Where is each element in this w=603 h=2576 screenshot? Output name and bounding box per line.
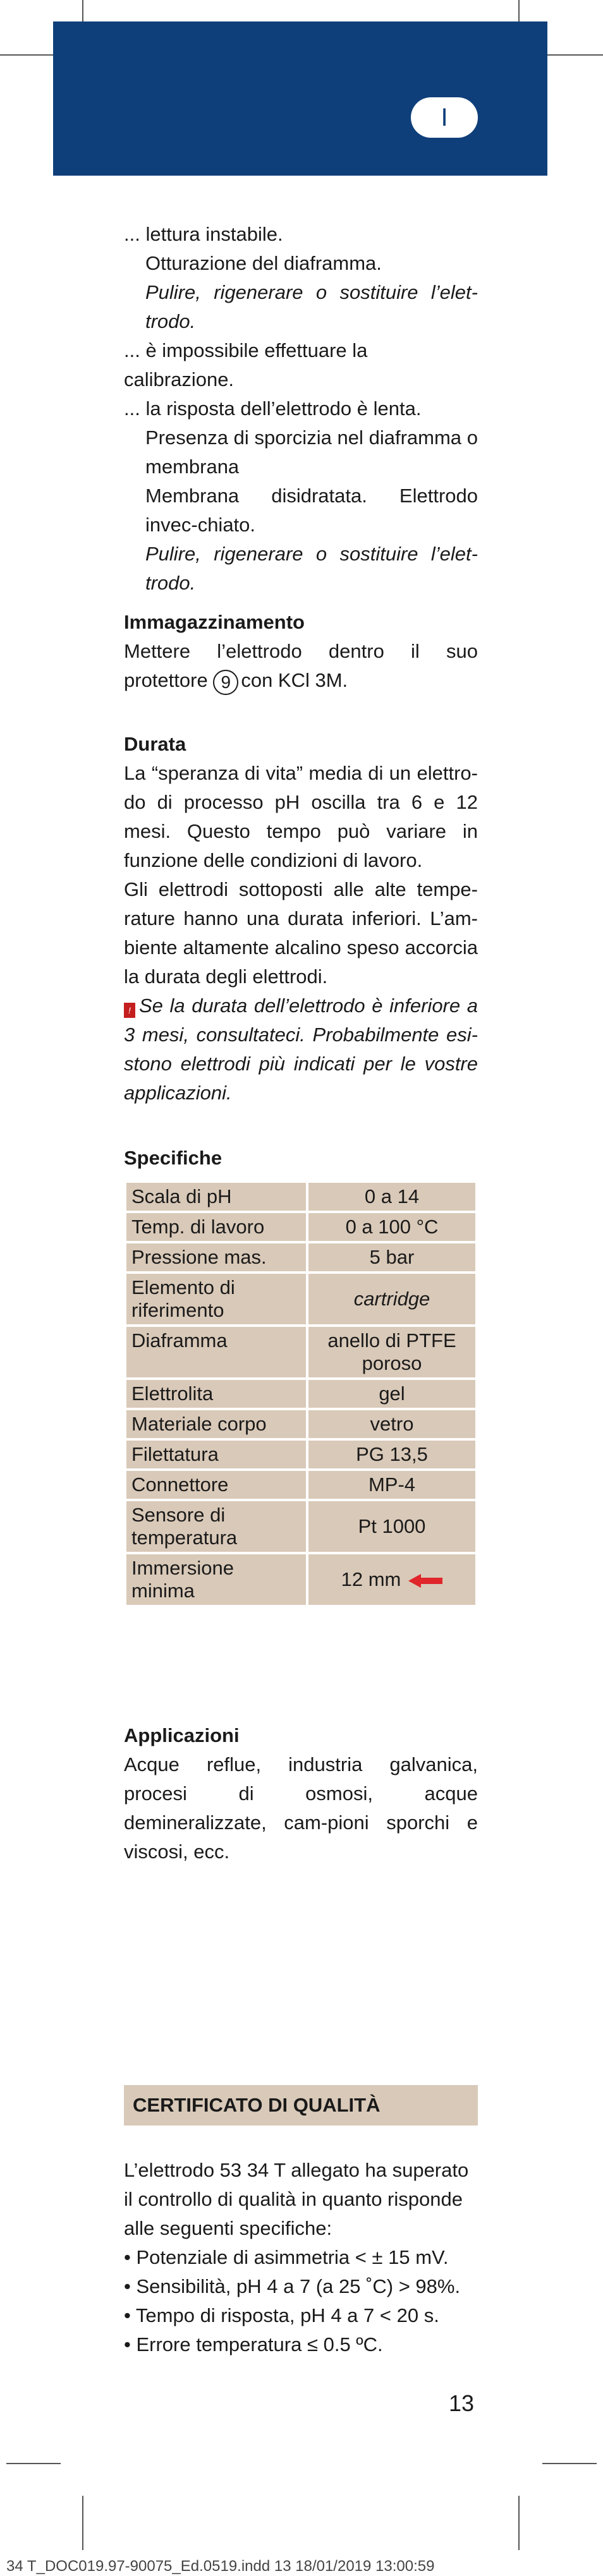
crop-mark bbox=[542, 2463, 597, 2464]
symptom-slow-response: ... la risposta dell’elettrodo è lenta. bbox=[124, 397, 422, 420]
print-footer: 34 T_DOC019.97-90075_Ed.0519.indd 13 18/01/2019 13:00:59 bbox=[6, 2558, 435, 2575]
header-band bbox=[53, 21, 547, 176]
crop-mark bbox=[0, 54, 53, 56]
table-row: Pressione mas. 5 bar bbox=[125, 1242, 477, 1273]
table-row: Elemento di riferimento cartridge bbox=[125, 1273, 477, 1326]
section-title-specs: Specifiche bbox=[124, 1147, 222, 1169]
certificate-intro: L’elettrodo 53 34 T allegato ha superato il controllo di qualità in quanto risponde alle seguenti specifiche: bbox=[124, 2159, 469, 2239]
crop-mark bbox=[547, 54, 603, 56]
symptom-no-calibration: ... è impossibile effettuare la calibrazione. bbox=[124, 339, 368, 390]
table-row: Sensore di temperatura Pt 1000 bbox=[125, 1500, 477, 1553]
cause-text: Membrana disidratata. Elettrodo invec-chiato. bbox=[145, 485, 478, 536]
certificate-title-bar: CERTIFICATO DI QUALITÀ bbox=[124, 2085, 478, 2126]
certificate-section bbox=[124, 2156, 478, 2359]
list-item: • Sensibilità, pH 4 a 7 (a 25 ˚C) > 98%. bbox=[124, 2275, 461, 2297]
section-title-lifetime: Durata bbox=[124, 733, 186, 755]
specs-heading bbox=[124, 1144, 478, 1173]
table-row: Diaframma anello di PTFE poroso bbox=[125, 1326, 477, 1379]
section-title-applications: Applicazioni bbox=[124, 1724, 240, 1746]
cause-text: Otturazione del diaframma. bbox=[145, 252, 382, 274]
table-row: Temp. di lavoro 0 a 100 °C bbox=[125, 1212, 477, 1242]
page-number: 13 bbox=[449, 2390, 475, 2416]
lifetime-section bbox=[124, 730, 478, 1108]
table-row: Filettatura PG 13,5 bbox=[125, 1439, 477, 1470]
table-row: Connettore MP-4 bbox=[125, 1470, 477, 1500]
lifetime-note: ! Se la durata dell’elettrodo è inferiore a 3 mesi, consultateci. Probabilmente esi-stono elettrodi più indicati per le vostre applicazioni. bbox=[124, 995, 478, 1104]
language-badge: I bbox=[411, 97, 478, 138]
troubleshooting-section bbox=[124, 220, 478, 598]
table-row: Scala di pH 0 a 14 bbox=[125, 1182, 477, 1212]
crop-mark bbox=[518, 2496, 520, 2550]
cause-text: Presenza di sporcizia nel diaframma o membrana bbox=[145, 426, 478, 478]
list-item: • Tempo di risposta, pH 4 a 7 < 20 s. bbox=[124, 2304, 439, 2326]
table-row: Immersione minima 12 mm bbox=[125, 1553, 477, 1606]
storage-section bbox=[124, 608, 478, 695]
red-arrow-icon bbox=[408, 1574, 442, 1588]
specs-table bbox=[124, 1180, 478, 1607]
lifetime-para2: Gli elettrodi sottoposti alle alte tempe-rature hanno una durata inferiori. L’am-biente altamente alcalino speso accorcia la durata degli elettrodi. bbox=[124, 878, 478, 988]
note-icon: ! bbox=[124, 1003, 135, 1018]
crop-mark bbox=[82, 2496, 83, 2550]
crop-mark bbox=[6, 2463, 61, 2464]
remedy-text: Pulire, rigenerare o sostituire l’elet-trodo. bbox=[145, 543, 478, 594]
lifetime-para1: La “speranza di vita” media di un elettro-do di processo pH oscilla tra 6 e 12 mesi. Questo tempo può variare in funzione delle condizioni di lavoro. bbox=[124, 762, 478, 871]
remedy-text: Pulire, rigenerare o sostituire l’elet-trodo. bbox=[145, 281, 478, 332]
circled-number-9: 9 bbox=[213, 670, 238, 695]
section-title-storage: Immagazzinamento bbox=[124, 611, 305, 633]
storage-text: Mettere l’elettrodo dentro il suo protettore 9 con KCl 3M. bbox=[124, 637, 478, 695]
applications-section bbox=[124, 1721, 478, 1866]
table-row: Elettrolita gel bbox=[125, 1379, 477, 1409]
symptom-unstable-reading: ... lettura instabile. bbox=[124, 223, 283, 245]
list-item: • Errore temperatura ≤ 0.5 ºC. bbox=[124, 2333, 383, 2355]
applications-text: Acque reflue, industria galvanica, procesi di osmosi, acque demineralizzate, cam-pioni sporchi e viscosi, ecc. bbox=[124, 1753, 478, 1863]
list-item: • Potenziale di asimmetria < ± 15 mV. bbox=[124, 2246, 449, 2268]
table-row: Materiale corpo vetro bbox=[125, 1409, 477, 1439]
